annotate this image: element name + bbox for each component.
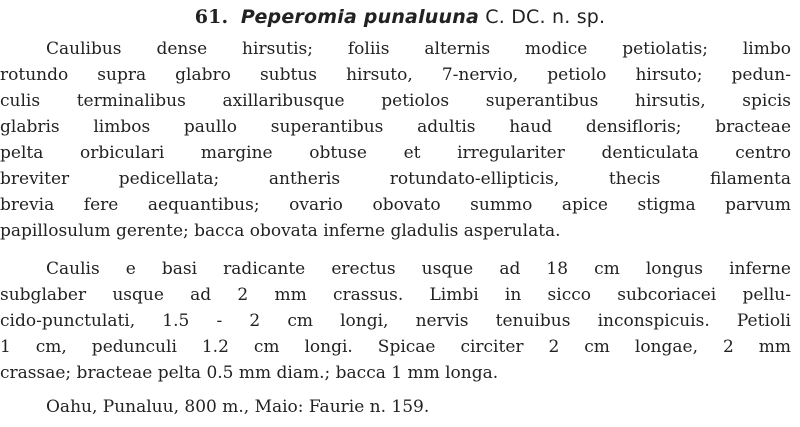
species-number: 61. [194, 6, 229, 28]
diagnosis-line: breviter pedicellata; antheris rotundato-ellipticis, thecis filamenta [0, 169, 791, 189]
species-heading [0, 4, 800, 30]
diagnosis-line: glabris limbos paullo superantibus adultis haud densifloris; bracteae [0, 117, 791, 137]
description-line: Caulis e basi radicante erectus usque ad 18 cm longus inferne [46, 259, 791, 279]
diagnosis-line: pelta orbiculari margine obtuse et irregulariter denticulata centro [0, 143, 791, 163]
description-line: cido-punctulati, 1.5 - 2 cm longi, nervis tenuibus inconspicuis. Petioli [0, 311, 791, 331]
diagnosis-line: Caulibus dense hirsutis; foliis alternis modice petiolatis; limbo [46, 39, 791, 59]
diagnosis-line: rotundo supra glabro subtus hirsuto, 7-nervio, petiolo hirsuto; pedun- [0, 65, 791, 85]
diagnosis-line: papillosulum gerente; bacca obovata inferne gladulis asperulata. [0, 221, 561, 241]
diagnosis-line: culis terminalibus axillaribusque petiolos superantibus hirsutis, spicis [0, 91, 791, 111]
species-name: Peperomia punaluuna [240, 6, 479, 28]
locality-line: Oahu, Punaluu, 800 m., Maio: Faurie n. 159. [46, 397, 430, 417]
description-line: 1 cm, pedunculi 1.2 cm longi. Spicae circiter 2 cm longae, 2 mm [0, 337, 791, 357]
description-line: crassae; bracteae pelta 0.5 mm diam.; bacca 1 mm longa. [0, 363, 499, 383]
species-author: C. DC. n. sp. [485, 6, 606, 28]
description-line: subglaber usque ad 2 mm crassus. Limbi in sicco subcoriacei pellu- [0, 285, 791, 305]
diagnosis-line: brevia fere aequantibus; ovario obovato summo apice stigma parvum [0, 195, 791, 215]
